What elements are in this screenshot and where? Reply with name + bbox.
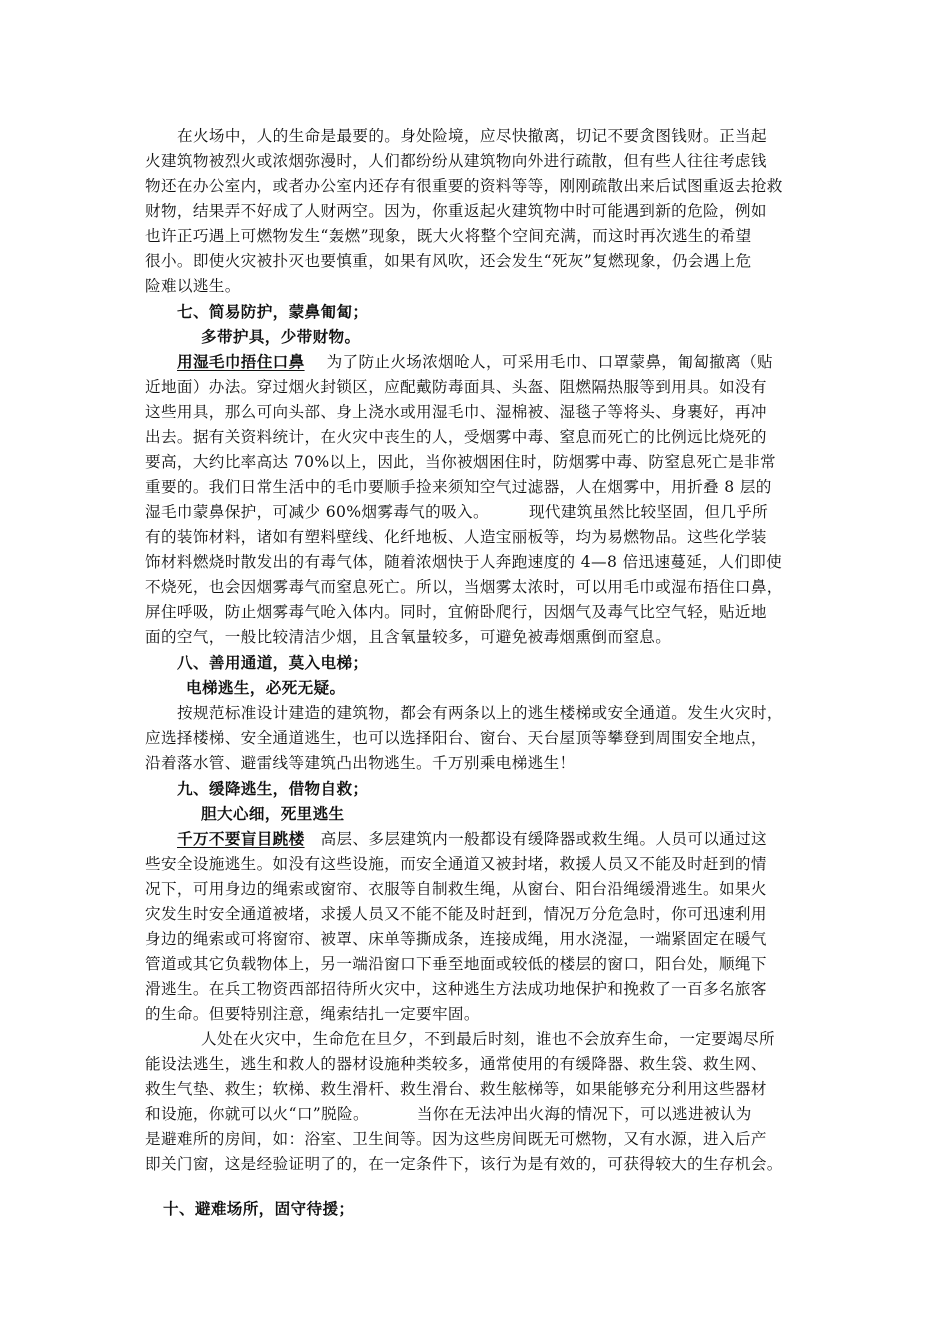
section-10-heading: 十、避难场所，固守待援； <box>163 1199 355 1218</box>
section-7-heading: 七、简易防护，蒙鼻匍匐； <box>177 302 369 321</box>
section-9-heading: 九、缓降逃生，借物自救； <box>177 779 369 798</box>
section-9-line: 滑逃生。在兵工物资西部招待所火灾中，这种逃生方法成功地保护和挽救了一百多名旅客 <box>145 980 767 998</box>
section-8-heading: 八、善用通道，莫入电梯； <box>177 653 369 672</box>
intro-line: 物还在办公室内，或者办公室内还存有很重要的资料等等，刚刚疏散出来后试图重返去抢救 <box>145 177 783 195</box>
intro-line: 在火场中，人的生命是最要的。身处险境，应尽快撤离，切记不要贪图钱财。正当起 <box>177 127 767 145</box>
section-7-line: 不烧死，也会因烟雾毒气而窒息死亡。所以，当烟雾太浓时，可以用毛巾或湿布捂住口鼻， <box>145 578 783 596</box>
section-9-line: 况下，可用身边的绳索或窗帘、衣服等自制救生绳，从窗台、阳台沿绳缓滑逃生。如果火 <box>145 880 767 898</box>
section-7-line-text: 为了防止火场浓烟呛人，可采用毛巾、口罩蒙鼻，匍匐撤离（贴 <box>326 353 773 371</box>
section-9-line-text: 当你在无法冲出火海的情况下，可以逃进被认为 <box>416 1105 752 1123</box>
section-9-line <box>145 1102 805 1126</box>
section-7-line <box>145 500 805 524</box>
section-7-line: 饰材料燃烧时散发出的有毒气体，随着浓烟快于人奔跑速度的 4—8 倍迅速蔓延，人们即使 <box>145 553 783 571</box>
section-9-line: 管道或其它负载物体上，另一端沿窗口下垂至地面或较低的楼层的窗口，阳台处，顺绳下 <box>145 955 767 973</box>
intro-line: 险难以逃生。 <box>145 277 241 295</box>
section-9-line <box>177 827 837 851</box>
section-7-line: 要高，大约比率高达 70%以上，因此，当你被烟困住时，防烟雾中毒、防窒息死亡是非常 <box>145 453 776 471</box>
section-8-subheading: 电梯逃生，必死无疑。 <box>186 678 346 697</box>
section-7-line-text: 现代建筑虽然比较坚固，但几乎所 <box>528 503 769 521</box>
section-7-line: 屏住呼吸，防止烟雾毒气呛入体内。同时，宜俯卧爬行，因烟气及毒气比空气轻，贴近地 <box>145 603 767 621</box>
section-8-line: 应选择楼梯、安全通道逃生，也可以选择阳台、窗台、天台屋顶等攀登到周围安全地点， <box>145 729 767 747</box>
section-9-line: 些安全设施逃生。如没有这些设施，而安全通道又被封堵，救援人员又不能及时赶到的情 <box>145 855 767 873</box>
section-7-line <box>177 350 837 374</box>
section-9-line: 能设法逃生，逃生和救人的器材设施种类较多，通常使用的有缓降器、救生袋、救生网、 <box>145 1055 767 1073</box>
section-7-line: 重要的。我们日常生活中的毛巾要顺手捡来须知空气过滤器，人在烟雾中，用折叠 8 层的 <box>145 478 772 496</box>
section-9-line: 即关门窗，这是经验证明了的，在一定条件下，该行为是有效的，可获得较大的生存机会。 <box>145 1155 783 1173</box>
section-9-lead: 千万不要盲目跳楼 <box>177 829 305 848</box>
section-7-line: 这些用具，那么可向头部、身上浇水或用湿毛巾、湿棉被、湿毯子等将头、身裹好，再冲 <box>145 403 767 421</box>
intro-line: 火建筑物被烈火或浓烟弥漫时，人们都纷纷从建筑物向外进行疏散，但有些人往往考虑钱 <box>145 152 767 170</box>
section-7-line-text: 湿毛巾蒙鼻保护，可减少 60%烟雾毒气的吸入。 <box>145 503 489 521</box>
section-9-line-text: 和设施，你就可以火“口”脱险。 <box>145 1105 369 1123</box>
section-7-line: 有的装饰材料，诸如有塑料壁线、化纤地板、人造宝丽板等，均为易燃物品。这些化学装 <box>145 528 767 546</box>
section-8-line: 按规范标准设计建造的建筑物，都会有两条以上的逃生楼梯或安全通道。发生火灾时， <box>177 704 783 722</box>
section-9-line: 灾发生时安全通道被堵，求援人员又不能不能及时赶到，情况万分危急时，你可迅速利用 <box>145 905 767 923</box>
section-7-subheading: 多带护具，少带财物。 <box>201 327 361 346</box>
section-7-lead: 用湿毛巾捂住口鼻 <box>177 352 305 371</box>
section-7-line: 近地面）办法。穿过烟火封锁区，应配戴防毒面具、头盔、阻燃隔热服等到用具。如没有 <box>145 378 767 396</box>
section-9-subheading: 胆大心细，死里逃生 <box>201 804 345 823</box>
section-8-line: 沿着落水管、避雷线等建筑凸出物逃生。千万别乘电梯逃生！ <box>145 754 576 772</box>
intro-line: 很小。即使火灾被扑灭也要慎重，如果有风吹，还会发生“死灰”复燃现象，仍会遇上危 <box>145 252 752 270</box>
section-9-line: 救生气垫、救生；软梯、救生滑杆、救生滑台、救生舷梯等，如果能够充分利用这些器材 <box>145 1080 767 1098</box>
section-9-line: 人处在火灾中，生命危在旦夕，不到最后时刻，谁也不会放弃生命，一定要竭尽所 <box>201 1030 775 1048</box>
section-7-line: 出去。据有关资料统计，在火灾中丧生的人，受烟雾中毒、窒息而死亡的比例远比烧死的 <box>145 428 767 446</box>
section-7-line: 面的空气，一般比较清洁少烟，且含氧量较多，可避免被毒烟熏倒而窒息。 <box>145 628 672 646</box>
section-9-line: 的生命。但要特别注意，绳索结扎一定要牢固。 <box>145 1005 480 1023</box>
section-9-line: 是避难所的房间，如：浴室、卫生间等。因为这些房间既无可燃物，又有水源，进入后产 <box>145 1130 767 1148</box>
section-9-line-text: 高层、多层建筑内一般都设有缓降器或救生绳。人员可以通过这 <box>320 830 767 848</box>
intro-line: 财物，结果弄不好成了人财两空。因为，你重返起火建筑物中时可能遇到新的危险，例如 <box>145 202 767 220</box>
section-9-line: 身边的绳索或可将窗帘、被罩、床单等撕成条，连接成绳，用水浇湿，一端紧固定在暖气 <box>145 930 767 948</box>
intro-line: 也许正巧遇上可燃物发生“轰燃”现象，既大火将整个空间充满，而这时再次逃生的希望 <box>145 227 752 245</box>
